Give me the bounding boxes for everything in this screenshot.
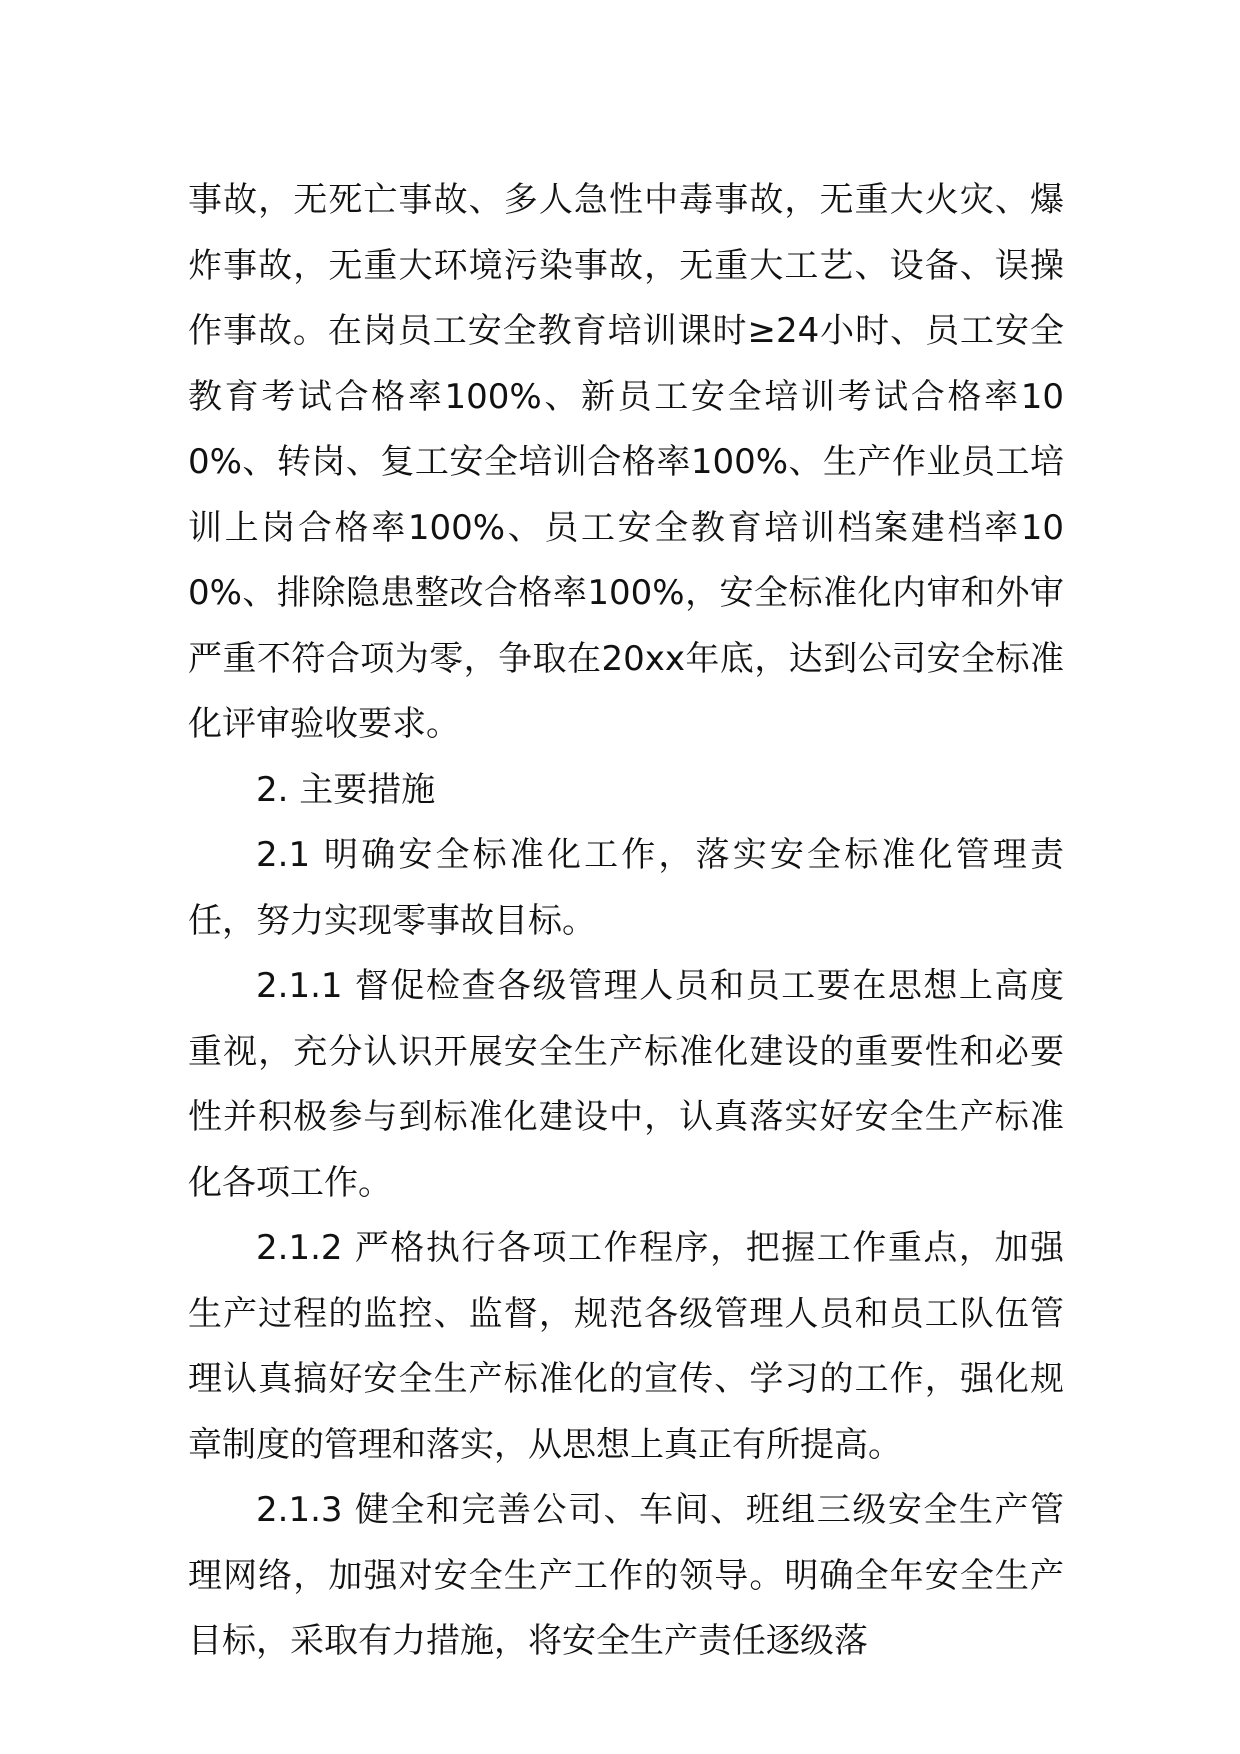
paragraph-section-2-1-2: 2.1.2 严格执行各项工作程序，把握工作重点，加强生产过程的监控、监督，规范各级管理人员和员工队伍管理认真搞好安全生产标准化的宣传、学习的工作，强化规章制度的管理和落实，从思想上真正有所提高。 [188, 1228, 1064, 1465]
paragraph-section-2-1: 2.1 明确安全标准化工作，落实安全标准化管理责任，努力实现零事故目标。 [188, 835, 1064, 941]
paragraph-targets-continued: 事故，无死亡事故、多人急性中毒事故，无重大火灾、爆炸事故，无重大环境污染事故，无重大工艺、设备、误操作事故。在岗员工安全教育培训课时≥24小时、员工安全教育考试合格率100%、新员工安全培训考试合格率100%、转岗、复工安全培训合格率100%、生产作业员工培训上岗合格率100%、员工安全教育培训档案建档率100%、排除隐患整改合格率100%，安全标准化内审和外审严重不符合项为零，争取在20xx年底，达到公司安全标准化评审验收要求。 [188, 180, 1064, 744]
paragraph-section-2-1-3: 2.1.3 健全和完善公司、车间、班组三级安全生产管理网络，加强对安全生产工作的领导。明确全年安全生产目标，采取有力措施，将安全生产责任逐级落 [188, 1490, 1064, 1661]
document-body [188, 168, 1064, 1675]
heading-main-measures: 2. 主要措施 [256, 769, 436, 810]
paragraph-section-2-1-1: 2.1.1 督促检查各级管理人员和员工要在思想上高度重视，充分认识开展安全生产标准化建设的重要性和必要性并积极参与到标准化建设中，认真落实好安全生产标准化各项工作。 [188, 966, 1064, 1203]
